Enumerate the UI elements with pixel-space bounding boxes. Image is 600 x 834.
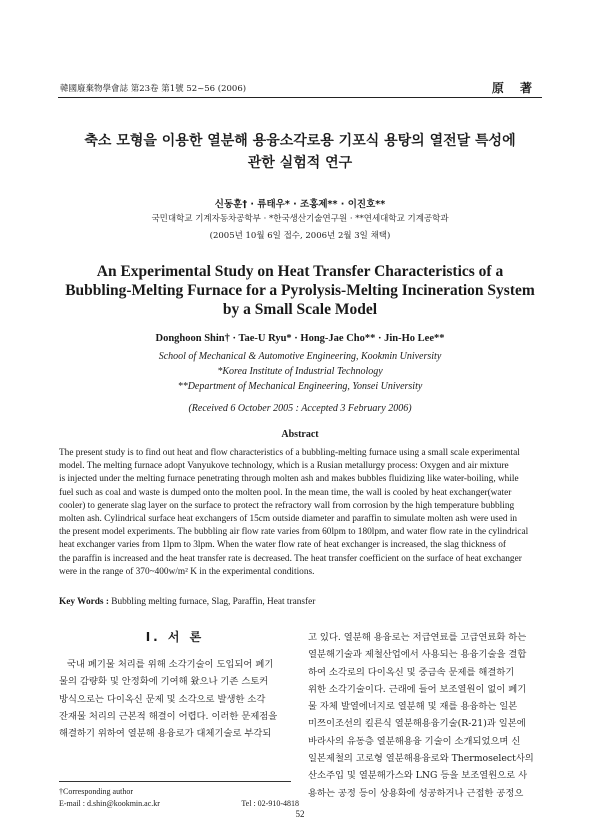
body-line: 국내 폐기물 처리를 위해 소각기술이 도입되어 폐기 [67,659,274,670]
korean-authors: 신동훈† · 류태우* · 조홍제** · 이진호** [214,199,386,210]
body-line: 하여 소각로의 다이옥신 및 중금속 문제를 해결하기 [308,666,515,678]
korean-affiliations: 국민대학교 기계자동차공학부 · *한국생산기술연구원 · **연세대학교 기계공학과 [151,214,449,224]
abstract-body [59,447,541,579]
english-received: (Received 6 October 2005 : Accepted 3 February 2006) [188,403,412,414]
body-column-right [308,629,544,802]
body-line: 산소주입 및 열분해가스와 LNG 등을 보조열원으로 사 [308,770,528,782]
footnote-rule [59,781,291,782]
body-line: 용하는 공정 등이 상용화에 성공하거나 근접한 공정으 [308,787,524,799]
abstract-line: the present model experiments. The bubbling air flow rate varies from 60lpm to 180lpm, and water flow rate in the cylindrical [59,527,529,538]
keywords-label: Key Words : [59,597,109,607]
body-line: 열분해기술과 제철산업에서 사용되는 용융기술을 결합 [308,649,527,661]
corresponding-author-note: †Corresponding author [59,787,133,796]
body-line: 물 자체 발열에너지로 열분해 및 재를 용융하는 일본 [308,701,518,713]
page-number: 52 [295,809,305,819]
body-line: 고 있다. 열분해 용융로는 저급연료를 고급연료화 하는 [308,632,527,643]
body-line: 미쯔이조선의 킬른식 열분해용융기술(R-21)과 일본에 [308,718,526,730]
body-line: 위한 소각기술이다. 근래에 들어 보조열원이 없이 폐기 [308,683,527,695]
abstract-line: cooler) to generate slag layer on the surface to protect the refractory wall from corrosion by the high temperature bubbling [59,500,515,511]
header-rule [58,97,542,98]
abstract-line: heat exchanger varies from 1lpm to 3lpm. When the water flow rate of heat exchanger is increased, the slag thickness of [59,540,506,551]
contact-line [59,799,299,808]
abstract-heading: Abstract [281,429,319,440]
keywords [59,597,315,607]
body-line: 물의 감량화 및 안정화에 기여해 왔으나 기존 스토커 [59,676,269,688]
english-authors: Donghoon Shin† · Tae-U Ryu* · Hong-Jae Cho** · Jin-Ho Lee** [155,333,445,344]
author-phone: Tel : 02-910-4818 [241,799,299,808]
body-line: 잔재물 처리의 근본적 해결이 어렵다. 이러한 문제점을 [59,710,278,722]
english-affiliation: School of Mechanical & Automotive Engineering, Kookmin University [158,351,442,362]
journal-header: 韓國廢棄物學會誌 第23卷 第1號 52~56 (2006) [60,84,247,94]
abstract-line: is injected under the melting furnace penetrating through molten ash and makes bubbles fluidizing like water-boiling, while [59,474,519,485]
english-title-line: by a Small Scale Model [222,301,378,318]
korean-title [40,130,560,174]
body-line: 바라사의 유동층 열분해용융 기술이 소개되었으며 신 [308,735,521,747]
abstract-line: the paraffin is increased and the heat transfer rate is decreased. The heat transfer coefficient on the surface of heat exchanger [59,553,522,564]
body-column-left [59,656,291,742]
abstract-line: The present study is to find out heat and flow characteristics of a bubbling-melting furnace using a small scale experimental [59,448,520,458]
korean-title-line: 축소 모형을 이용한 열분해 용융소각로용 기포식 용탕의 열전달 특성에 [84,133,516,149]
english-title [40,262,560,319]
abstract-line: were in the range of 370~400w/m² K in the experimental conditions. [59,566,315,577]
english-affiliation: **Department of Mechanical Engineering, Yonsei University [177,381,423,392]
article-category: 原 著 [491,81,538,95]
author-email: E-mail : d.shin@kookmin.ac.kr [59,799,160,808]
english-affiliation: *Korea Institute of Industrial Technology [217,366,383,377]
abstract-line: model. The melting furnace adopt Vanyukove technology, which is a Rusian metallurgy process: Oxygen and air mixture [59,461,509,472]
abstract-line: fuel such as coal and waste is dumped onto the molten pool. In the mean time, the wall is cooled by heat exchanger(water [59,487,512,498]
korean-received: (2005년 10월 6일 접수, 2006년 2월 3일 채택) [209,231,391,241]
body-line: 일본제철의 고로형 열분해용융로와 Thermoselect사의 [308,753,534,765]
abstract-line: molten ash. Cylindrical surface heat exchangers of 15cm outside diameter and paraffin to simulate molten ash were used in [59,514,518,525]
english-title-line: An Experimental Study on Heat Transfer Characteristics of a [96,263,504,280]
keywords-text: Bubbling melting furnace, Slag, Paraffin, Heat transfer [111,597,316,607]
section-title: I. 서 론 [145,630,205,644]
body-line: 방식으로는 다이옥신 문제 및 소각으로 발생한 소각 [59,693,266,705]
korean-title-line: 관한 실험적 연구 [247,155,353,171]
body-line: 해결하기 위하여 열분해 용융로가 대체기술로 부각되 [59,728,272,740]
english-title-line: Bubbling-Melting Furnace for a Pyrolysis-Melting Incineration System [65,282,535,299]
